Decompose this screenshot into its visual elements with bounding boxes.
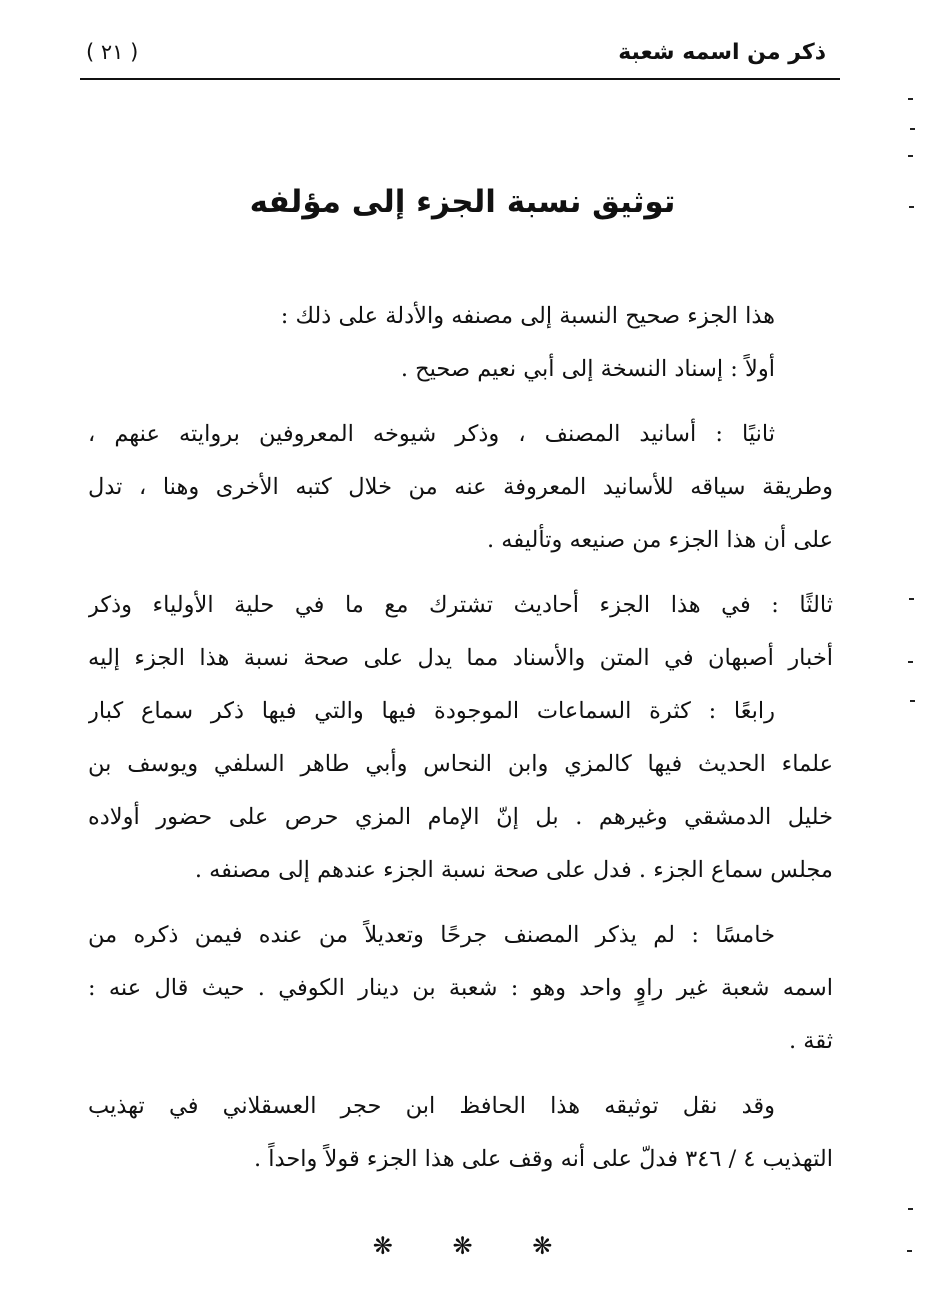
divider-star: ❋ [452,1232,473,1260]
scan-mark [908,155,913,157]
paragraph-conclusion [88,1080,833,1186]
text-line: هذا الجزء صحيح النسبة إلى مصنفه والأدلة على ذلك : [280,303,775,329]
running-title: ذكر من اسمه شعبة [618,40,826,65]
page-header [80,34,840,80]
paragraph-fifth-evidence [88,909,833,1068]
section-divider [0,1232,925,1260]
text-line: مجلس سماع الجزء . فدل على صحة نسبة الجزء عندهم إلى مصنفه . [194,857,833,883]
divider-star: ❋ [372,1232,393,1260]
scan-mark [910,700,915,702]
paragraph-second-evidence [88,408,833,567]
paragraph-third-evidence [88,579,833,685]
text-line: وطريقة سياقه للأسانيد المعروفة عنه من خلال كتبه الأخرى وهنا ، تدل [88,474,833,500]
text-line: أخبار أصبهان في المتن والأسناد مما يدل على صحة نسبة هذا الجزء إليه [88,645,833,671]
paragraph-intro [88,290,833,343]
text-line: ثالثًا : في هذا الجزء أحاديث تشترك مع ما في حلية الأولياء وذكر [88,592,833,618]
text-line: خامسًا : لم يذكر المصنف جرحًا وتعديلاً من عنده فيمن ذكره من [88,922,775,948]
text-line: اسمه شعبة غير راوٍ واحد وهو : شعبة بن دينار الكوفي . حيث قال عنه : [88,975,833,1001]
text-line: رابعًا : كثرة السماعات الموجودة فيها والتي فيها ذكر سماع كبار [88,698,775,724]
chapter-title: توثيق نسبة الجزء إلى مؤلفه [249,184,676,220]
text-line: خليل الدمشقي وغيرهم . بل إنّ الإمام المزي حرص على حضور أولاده [88,804,833,830]
text-line: التهذيب ٤ / ٣٤٦ فدلّ على أنه وقف على هذا الجزء قولاً واحداً . [253,1146,833,1172]
body-text [88,290,833,1186]
text-line: وقد نقل توثيقه هذا الحافظ ابن حجر العسقلاني في تهذيب [88,1093,775,1119]
text-line: ثانيًا : أسانيد المصنف ، وذكر شيوخه المعروفين بروايته عنهم ، [88,421,775,447]
scan-mark [908,1208,913,1210]
scan-mark [909,598,914,600]
text-line: علماء الحديث فيها كالمزي وابن النحاس وأبي طاهر السلفي ويوسف بن [88,751,833,777]
divider-star: ❋ [532,1232,553,1260]
text-line: أولاً : إسناد النسخة إلى أبي نعيم صحيح . [400,356,775,382]
scan-mark [908,661,913,663]
paragraph-fourth-evidence [88,685,833,897]
scan-mark [910,128,915,130]
text-line: على أن هذا الجزء من صنيعه وتأليفه . [486,527,833,553]
page-number: ( ٢١ ) [86,40,139,64]
paragraph-first-evidence [88,343,833,396]
scan-mark [908,98,913,100]
text-line: ثقة . [788,1028,833,1054]
